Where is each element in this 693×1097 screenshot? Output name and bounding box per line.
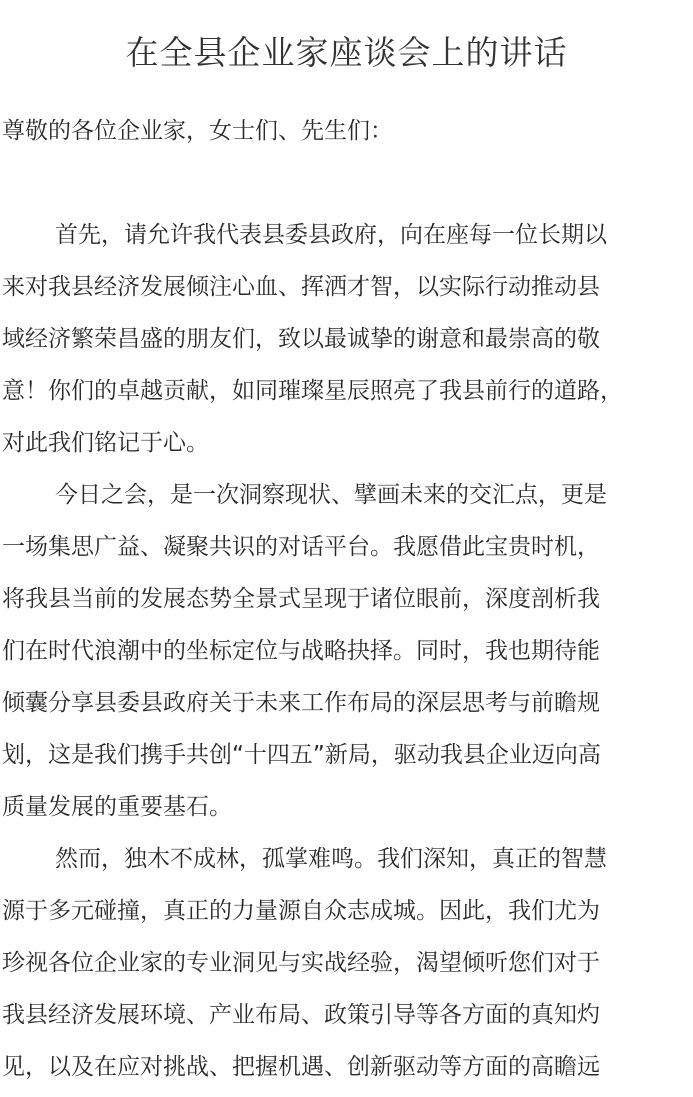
document-body	[2, 209, 693, 1093]
text-line: 我县经济发展环境、产业布局、政策引导等各方面的真知灼	[2, 1002, 600, 1028]
text-line: 珍视各位企业家的专业洞见与实战经验，渴望倾听您们对于	[2, 950, 600, 976]
salutation: 尊敬的各位企业家，女士们、先生们：	[2, 118, 393, 144]
paragraph-2	[2, 469, 693, 833]
text-line: 首先，请允许我代表县委县政府，向在座每一位长期以	[55, 222, 607, 248]
text-line: 源于多元碰撞，真正的力量源自众志成城。因此，我们尤为	[2, 898, 600, 924]
text-line: 一场集思广益、凝聚共识的对话平台。我愿借此宝贵时机，	[2, 534, 600, 560]
text-line: 见，以及在应对挑战、把握机遇、创新驱动等方面的高瞻远	[2, 1054, 600, 1080]
text-line: 倾囊分享县委县政府关于未来工作布局的深层思考与前瞻规	[2, 690, 600, 716]
text-line: 来对我县经济发展倾注心血、挥洒才智，以实际行动推动县	[2, 274, 600, 300]
text-line: 质量发展的重要基石。	[2, 794, 232, 820]
text-line: 对此我们铭记于心。	[2, 430, 209, 456]
text-line: 划，这是我们携手共创“十四五”新局，驱动我县企业迈向高	[2, 742, 601, 768]
text-line: 将我县当前的发展态势全景式呈现于诸位眼前，深度剖析我	[2, 586, 600, 612]
text-line: 今日之会，是一次洞察现状、擘画未来的交汇点，更是	[55, 482, 607, 508]
paragraph-3	[2, 833, 693, 1093]
text-line: 然而，独木不成林，孤掌难鸣。我们深知，真正的智慧	[55, 846, 607, 872]
document-title: 在全县企业家座谈会上的讲话	[125, 33, 568, 72]
text-line: 意！你们的卓越贡献，如同璀璨星辰照亮了我县前行的道路，	[2, 378, 623, 404]
text-line: 们在时代浪潮中的坐标定位与战略抉择。同时，我也期待能	[2, 638, 600, 664]
paragraph-1	[2, 209, 693, 469]
text-line: 域经济繁荣昌盛的朋友们，致以最诚挚的谢意和最崇高的敬	[2, 326, 600, 352]
